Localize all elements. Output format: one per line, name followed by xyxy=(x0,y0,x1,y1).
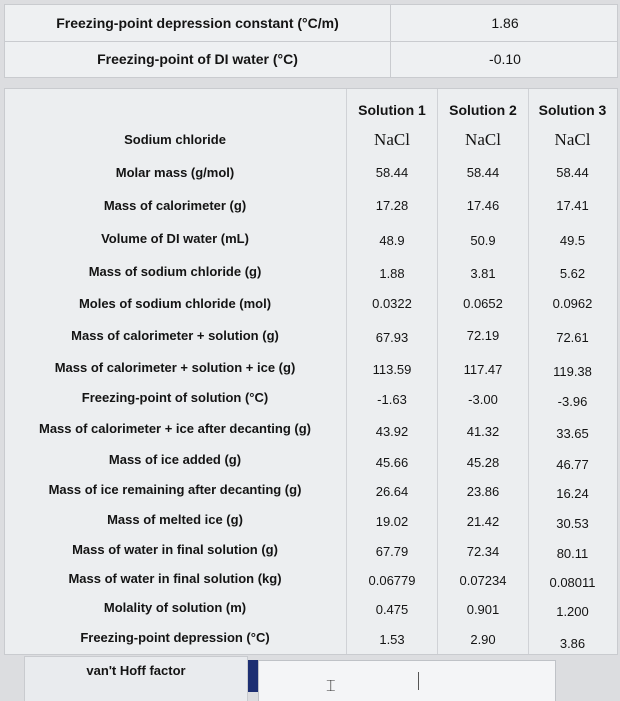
input-focus-bar xyxy=(248,660,258,692)
header-solution-2: Solution 2 xyxy=(449,102,517,118)
table-row xyxy=(5,125,617,155)
table-cell: 2.90 xyxy=(470,632,496,647)
table-cell: -3.00 xyxy=(468,392,498,407)
table-row xyxy=(5,475,617,505)
table-cell: 72.61 xyxy=(556,330,589,345)
row-label: Sodium chloride xyxy=(124,132,226,147)
table-cell: 3.86 xyxy=(559,636,586,651)
row-label: Mass of ice added (g) xyxy=(108,452,242,467)
table-cell: 17.46 xyxy=(466,198,500,213)
table-cell: 17.28 xyxy=(375,198,409,213)
table-row xyxy=(5,383,617,413)
table-cell: 0.08011 xyxy=(549,575,596,590)
row-label: Mass of calorimeter + ice after decanting (g) xyxy=(39,421,311,436)
table-cell: 17.41 xyxy=(556,198,589,213)
table-cell: 16.24 xyxy=(556,486,589,501)
vanthoff-label: van't Hoff factor xyxy=(86,663,186,678)
vanthoff-input[interactable] xyxy=(258,660,556,701)
table-cell: 21.42 xyxy=(466,514,500,529)
solutions-table xyxy=(4,88,618,655)
table-cell: 50.9 xyxy=(470,233,496,248)
table-cell: 26.64 xyxy=(375,484,409,499)
table-cell: 0.0322 xyxy=(372,296,412,311)
table-cell: 117.47 xyxy=(463,362,503,377)
table-cell: 67.79 xyxy=(375,544,409,559)
table-cell: 58.44 xyxy=(466,165,500,180)
table-cell: NaCl xyxy=(374,130,410,149)
table-cell: 1.200 xyxy=(556,604,589,619)
table-row xyxy=(5,353,617,383)
table-row xyxy=(5,414,617,444)
row-label: Mass of calorimeter + solution + ice (g) xyxy=(54,360,296,375)
table-cell: 0.0962 xyxy=(552,296,593,311)
table-cell: 0.901 xyxy=(466,602,500,617)
table-cell: 72.34 xyxy=(466,544,500,559)
header-solution-1: Solution 1 xyxy=(358,102,426,118)
table-row xyxy=(5,257,617,287)
table-row xyxy=(5,623,617,653)
table-cell: 3.81 xyxy=(470,266,496,281)
table-cell: 43.92 xyxy=(375,424,409,439)
table-cell: 1.53 xyxy=(379,632,405,647)
constants-table xyxy=(4,4,618,78)
table-cell: 58.44 xyxy=(556,165,589,180)
table-cell: 19.02 xyxy=(375,514,409,529)
table-cell: 46.77 xyxy=(556,457,589,472)
table-row xyxy=(5,593,617,623)
table-cell: 23.86 xyxy=(466,484,500,499)
row-label: Mass of water in final solution (g) xyxy=(72,542,278,557)
row-label: Molality of solution (m) xyxy=(103,600,247,615)
table-cell: 0.0652 xyxy=(463,296,503,311)
table-cell: 67.93 xyxy=(375,330,409,345)
table-cell: 72.19 xyxy=(466,328,500,343)
table-row xyxy=(5,505,617,535)
row-label: Mass of melted ice (g) xyxy=(107,512,243,527)
row-label: Freezing-point depression (°C) xyxy=(80,630,270,645)
table-cell: 119.38 xyxy=(553,364,592,379)
table-cell: 30.53 xyxy=(556,516,589,531)
table-cell: NaCl xyxy=(554,130,591,149)
header-solution-3: Solution 3 xyxy=(538,102,607,118)
row-label: Mass of calorimeter + solution (g) xyxy=(71,328,279,343)
table-row xyxy=(5,321,617,351)
table-row xyxy=(5,445,617,475)
row-label: Freezing-point of solution (°C) xyxy=(81,390,269,405)
fp-water-label: Freezing-point of DI water (°C) xyxy=(5,41,391,77)
table-row xyxy=(5,224,617,254)
table-cell: 113.59 xyxy=(372,362,412,377)
vanthoff-label-box xyxy=(24,656,248,701)
table-cell: 1.88 xyxy=(379,266,405,281)
table-row xyxy=(5,289,617,319)
row-label: Volume of DI water (mL) xyxy=(101,231,249,246)
table-row xyxy=(5,564,617,594)
row-label: Mass of sodium chloride (g) xyxy=(88,264,262,279)
text-cursor-icon: ⌶ xyxy=(326,676,336,695)
table-cell: 33.65 xyxy=(556,426,589,441)
row-label: Molar mass (g/mol) xyxy=(115,165,235,180)
table-cell: 0.06779 xyxy=(368,573,416,588)
row-label: Mass of water in final solution (kg) xyxy=(68,571,282,586)
table-cell: -1.63 xyxy=(377,392,407,407)
table-row xyxy=(5,158,617,188)
row-label: Mass of ice remaining after decanting (g) xyxy=(48,482,302,497)
table-cell: 45.66 xyxy=(375,455,409,470)
row-label: Mass of calorimeter (g) xyxy=(103,198,247,213)
fp-constant-label: Freezing-point depression constant (°C/m) xyxy=(5,5,391,41)
table-cell: 48.9 xyxy=(379,233,405,248)
table-cell: 41.32 xyxy=(466,424,500,439)
row-label: Moles of sodium chloride (mol) xyxy=(78,296,272,311)
table-cell: 45.28 xyxy=(466,455,500,470)
fp-constant-value: 1.86 xyxy=(491,15,519,31)
fp-water-row xyxy=(5,41,617,77)
table-cell: 0.475 xyxy=(375,602,409,617)
table-cell: NaCl xyxy=(465,130,501,149)
text-caret xyxy=(418,672,419,690)
table-cell: 80.11 xyxy=(556,546,589,561)
table-cell: 5.62 xyxy=(559,266,586,281)
table-cell: 0.07234 xyxy=(459,573,507,588)
table-cell: -3.96 xyxy=(557,394,588,409)
fp-constant-row xyxy=(5,5,617,42)
table-row xyxy=(5,535,617,565)
table-cell: 58.44 xyxy=(375,165,409,180)
table-row xyxy=(5,191,617,221)
fp-water-value: -0.10 xyxy=(489,51,521,67)
table-cell: 49.5 xyxy=(559,233,586,248)
